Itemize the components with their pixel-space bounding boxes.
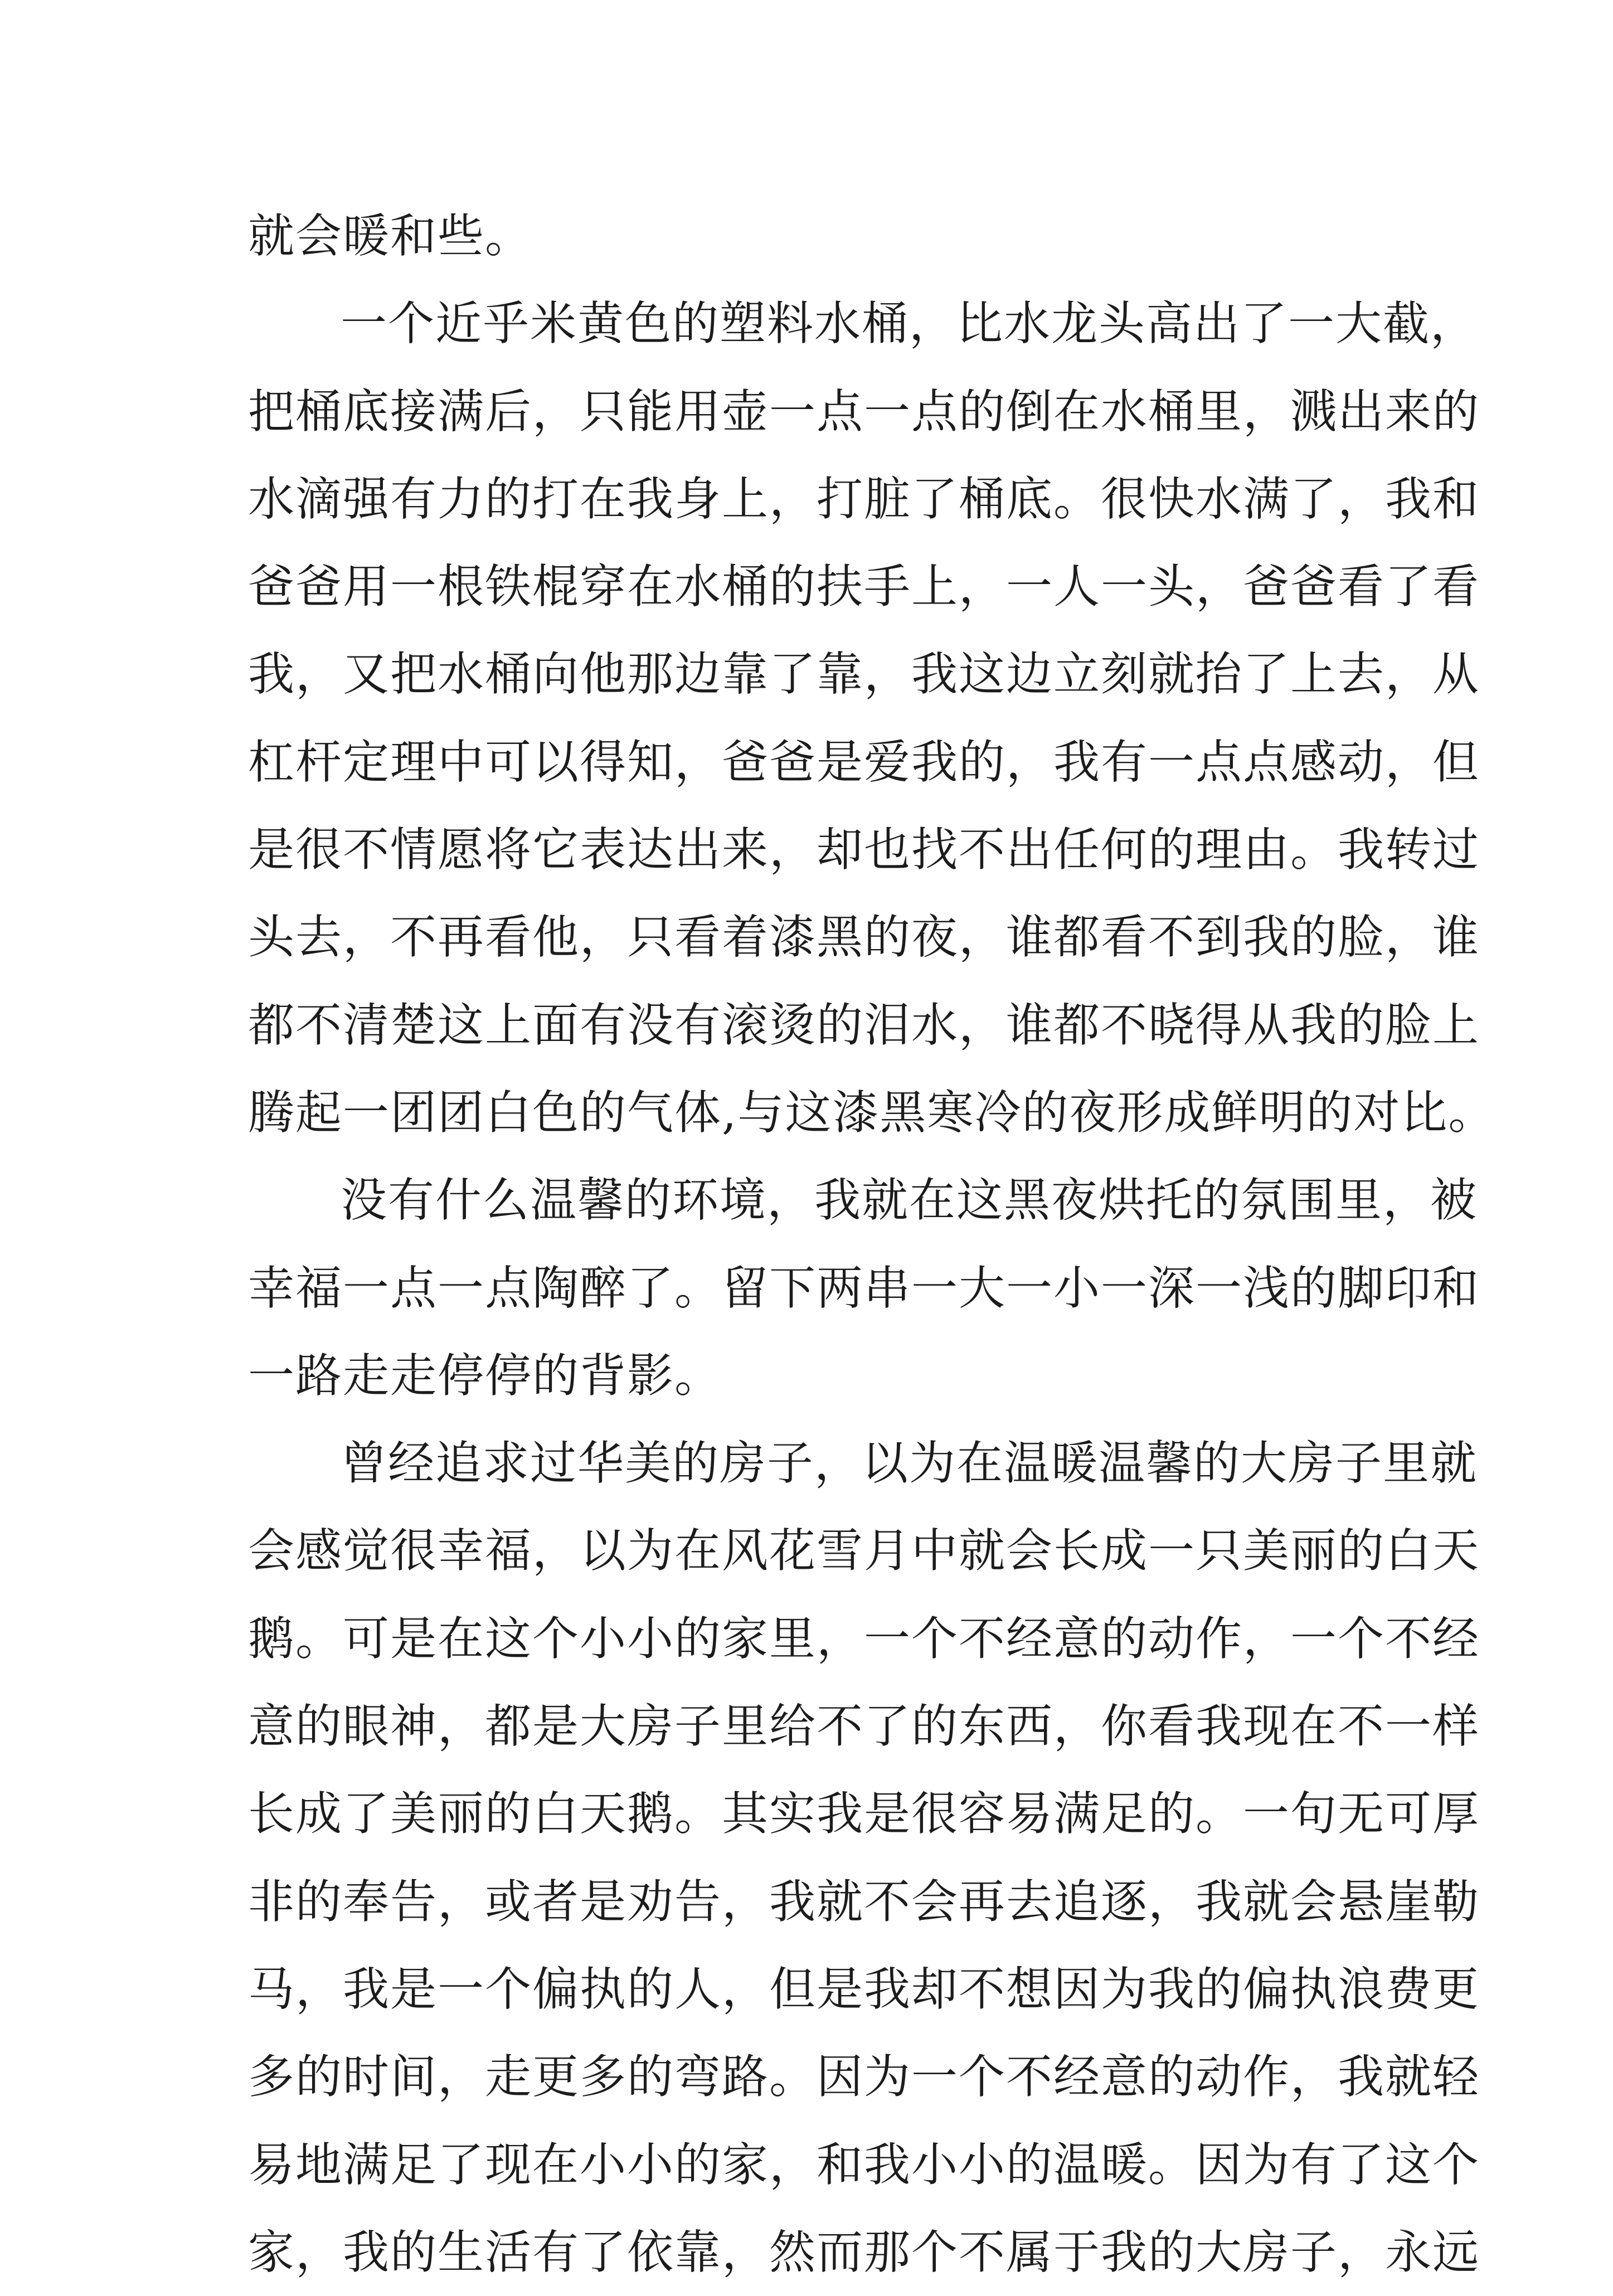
text-line: 一路走走停停的背影。: [248, 1348, 722, 1403]
text-line: 杠杆定理中可以得知，爸爸是爱我的，我有一点点感动，但: [248, 734, 1480, 789]
text-line: 都不清楚这上面有没有滚烫的泪水，谁都不晓得从我的脸上: [248, 998, 1480, 1052]
text-line: 就会暖和些。: [248, 209, 532, 263]
text-line: 把桶底接满后，只能用壶一点一点的倒在水桶里，溅出来的: [248, 384, 1480, 439]
text-line: 一个近乎米黄色的塑料水桶，比水龙头高出了一大截，: [341, 296, 1478, 351]
text-line: 长成了美丽的白天鹅。其实我是很容易满足的。一句无可厚: [248, 1787, 1480, 1841]
text-line: 曾经追求过华美的房子，以为在温暖温馨的大房子里就: [341, 1436, 1478, 1491]
text-line: 爸爸用一根铁棍穿在水桶的扶手上，一人一头，爸爸看了看: [248, 560, 1480, 614]
body-text: [248, 192, 1496, 2296]
text-line: 易地满足了现在小小的家，和我小小的温暖。因为有了这个: [248, 2137, 1480, 2192]
text-line: 非的奉告，或者是劝告，我就不会再去追逐，我就会悬崖勒: [248, 1874, 1480, 1929]
text-line: 水滴强有力的打在我身上，打脏了桶底。很快水满了，我和: [248, 471, 1480, 526]
text-line: 会感觉很幸福，以为在风花雪月中就会长成一只美丽的白天: [248, 1524, 1480, 1578]
paragraph-4: [248, 1419, 1480, 2296]
text-line: 马，我是一个偏执的人，但是我却不想因为我的偏执浪费更: [248, 1962, 1480, 2016]
text-line: 鹅。可是在这个小小的家里，一个不经意的动作，一个不经: [248, 1611, 1480, 1666]
text-line: 家，我的生活有了依靠，然而那个不属于我的大房子，永远: [248, 2225, 1480, 2279]
text-line: 头去，不再看他，只看着漆黑的夜，谁都看不到我的脸，谁: [248, 910, 1480, 965]
text-line: 幸福一点一点陶醉了。留下两串一大一小一深一浅的脚印和: [248, 1261, 1480, 1315]
text-line: 腾起一团团白色的气体,与这漆黑寒冷的夜形成鲜明的对比。: [248, 1085, 1496, 1140]
text-line: 多的时间，走更多的弯路。因为一个不经意的动作，我就轻: [248, 2050, 1480, 2104]
paragraph-3: [248, 1156, 1480, 1419]
paragraph-2: [248, 280, 1496, 1156]
text-line: 是很不情愿将它表达出来，却也找不出任何的理由。我转过: [248, 823, 1480, 877]
text-line: 没有什么温馨的环境，我就在这黑夜烘托的氛围里，被: [341, 1173, 1478, 1228]
text-line: 意的眼神，都是大房子里给不了的东西，你看我现在不一样: [248, 1699, 1480, 1754]
paragraph-1: [248, 192, 1379, 280]
text-line: 我，又把水桶向他那边靠了靠，我这边立刻就抬了上去，从: [248, 647, 1480, 702]
